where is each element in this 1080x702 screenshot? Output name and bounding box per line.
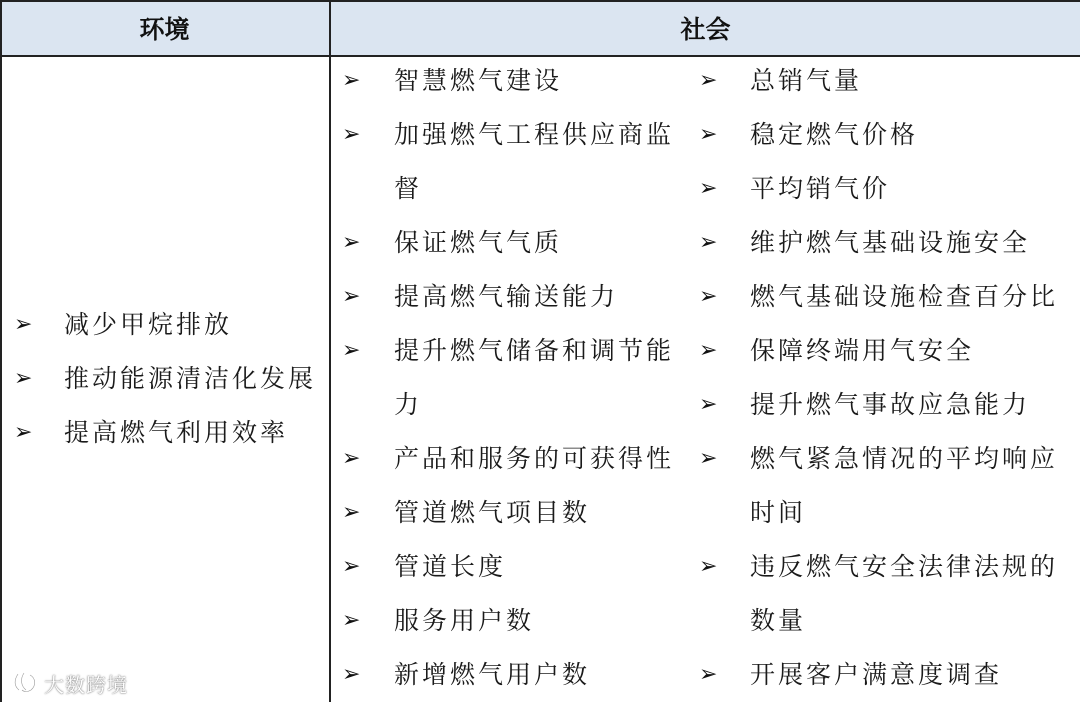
list-item: 督 (394, 174, 423, 203)
list-item: 平均销气价 (750, 174, 891, 203)
bullet-arrow-icon: ➢ (699, 392, 718, 417)
list-item: 提高燃气利用效率 (64, 418, 289, 447)
bullet-arrow-icon: ➢ (342, 122, 361, 147)
list-item: 提高燃气输送能力 (394, 282, 619, 311)
list-item: 管道燃气项目数 (394, 498, 591, 527)
bullet-arrow-icon: ➢ (699, 284, 718, 309)
watermark-text: 大数跨境 (44, 673, 128, 697)
bullet-arrow-icon: ➢ (342, 608, 361, 633)
list-item: 燃气基础设施检查百分比 (750, 282, 1059, 311)
bullet-arrow-icon: ➢ (699, 122, 718, 147)
bullet-arrow-icon: ➢ (699, 230, 718, 255)
list-item: 智慧燃气建设 (394, 66, 563, 95)
list-item: 力 (394, 390, 423, 419)
header-society: 社会 (331, 0, 1080, 56)
table-left-border (0, 0, 2, 702)
header-environment: 环境 (0, 0, 329, 56)
table-top-border (0, 0, 1080, 2)
bullet-arrow-icon: ➢ (342, 500, 361, 525)
list-item: 维护燃气基础设施安全 (750, 228, 1031, 257)
bullet-arrow-icon: ➢ (14, 312, 33, 337)
bullet-arrow-icon: ➢ (342, 338, 361, 363)
list-item: 保证燃气气质 (394, 228, 563, 257)
bullet-arrow-icon: ➢ (342, 230, 361, 255)
list-item: 管道长度 (394, 552, 507, 581)
bullet-arrow-icon: ➢ (342, 68, 361, 93)
list-item: 违反燃气安全法律法规的 (750, 552, 1059, 581)
bullet-arrow-icon: ➢ (699, 176, 718, 201)
bullet-arrow-icon: ➢ (342, 554, 361, 579)
header-bottom-border (0, 55, 1080, 57)
list-item: 加强燃气工程供应商监 (394, 120, 675, 149)
watermark-logo-icon (12, 670, 38, 694)
list-item: 新增燃气用户数 (394, 660, 591, 689)
list-item: 推动能源清洁化发展 (64, 364, 317, 393)
list-item: 总销气量 (750, 66, 863, 95)
list-item: 提升燃气储备和调节能 (394, 336, 675, 365)
list-item: 燃气紧急情况的平均响应 (750, 444, 1059, 473)
list-item: 时间 (750, 498, 807, 527)
bullet-arrow-icon: ➢ (342, 446, 361, 471)
list-item: 开展客户满意度调查 (750, 660, 1003, 689)
list-item: 稳定燃气价格 (750, 120, 919, 149)
bullet-arrow-icon: ➢ (14, 366, 33, 391)
list-item: 提升燃气事故应急能力 (750, 390, 1031, 419)
list-item: 减少甲烷排放 (64, 310, 233, 339)
bullet-arrow-icon: ➢ (14, 420, 33, 445)
bullet-arrow-icon: ➢ (342, 662, 361, 687)
bullet-arrow-icon: ➢ (699, 446, 718, 471)
bullet-arrow-icon: ➢ (699, 554, 718, 579)
list-item: 保障终端用气安全 (750, 336, 975, 365)
list-item: 数量 (750, 606, 807, 635)
list-item: 产品和服务的可获得性 (394, 444, 675, 473)
bullet-arrow-icon: ➢ (699, 68, 718, 93)
bullet-arrow-icon: ➢ (699, 662, 718, 687)
bullet-arrow-icon: ➢ (342, 284, 361, 309)
list-item: 服务用户数 (394, 606, 535, 635)
column-divider (329, 0, 331, 702)
bullet-arrow-icon: ➢ (699, 338, 718, 363)
